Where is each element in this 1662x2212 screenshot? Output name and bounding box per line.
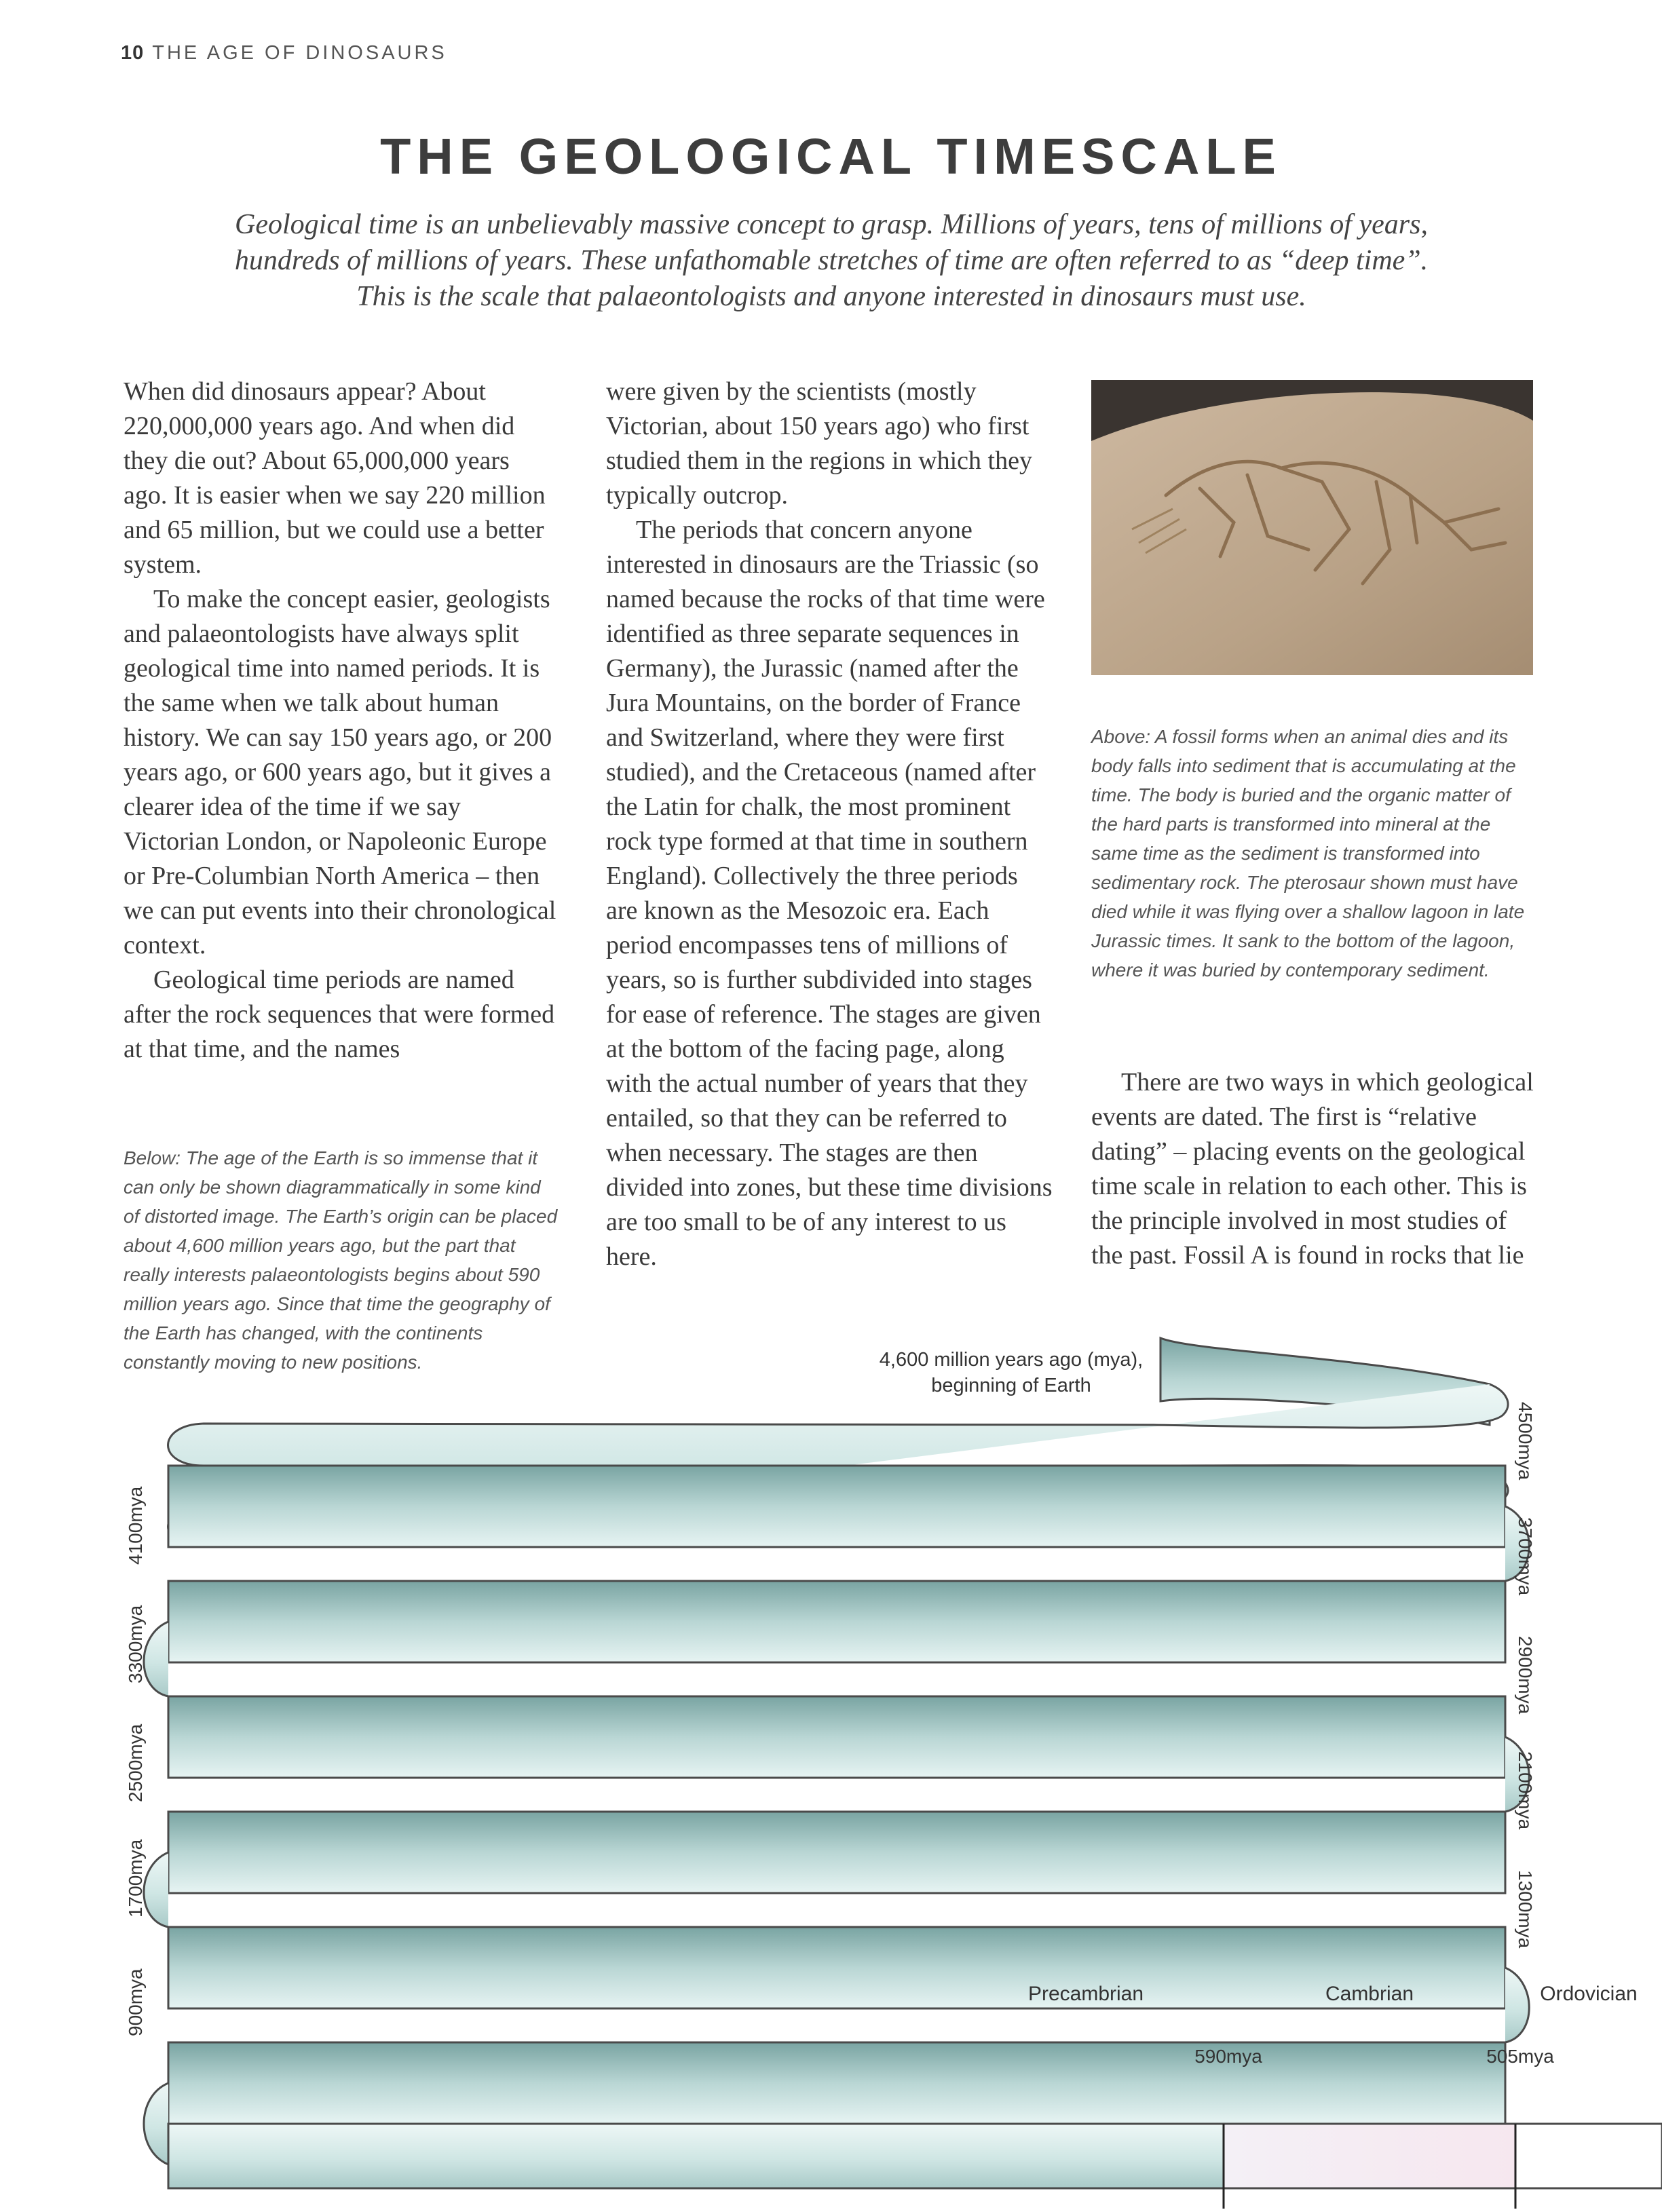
paragraph: To make the concept easier, geologists and palaeontologists have always split geological time into named periods. It is the same when we talk about human history. We can say 150 years ago, or 200 years ago, or 600 years ago, but it gives a clearer idea of the time if we say Victorian London, or Napoleonic Europe or Pre-Columbian North America – then we can put events into their chronological context. <box>124 585 556 959</box>
intro-text <box>156 207 1507 315</box>
text-column-3 <box>1091 1065 1539 1273</box>
start-label-line: 4,600 million years ago (mya), <box>879 1349 1144 1371</box>
left-axis-label: 3300mya <box>125 1605 146 1683</box>
paragraph: were given by the scientists (mostly Victorian, about 150 years ago) who first studied them in the regions in which they typically outcrop. <box>606 377 1032 510</box>
paragraph: When did dinosaurs appear? About 220,000,000 years ago. And when did they die out? About 65,000,000 years ago. It is easier when we say 220 million and 65 million, but we could use a better system. <box>124 377 546 579</box>
left-axis-label: 1700mya <box>125 1839 146 1918</box>
text-column-1 <box>124 375 558 1067</box>
diagram-start-label <box>869 1347 1154 1398</box>
boundary-label-590: 590mya <box>1194 2046 1262 2067</box>
photo-caption: Above: A fossil forms when an animal dies and its body falls into sediment that is accumulating at the time. The body is buried and the organic matter of the hard parts is transformed into mineral at the same time as the sediment is transformed into sedimentary rock. The pterosaur shown must have died while it was flying over a shallow lagoon in late Jurassic times. It sank to the bottom of the lagoon, where it was buried by contemporary sediment. <box>1091 726 1525 980</box>
pterosaur-fossil-photo <box>1091 380 1533 675</box>
right-axis-label: 2100mya <box>1515 1751 1536 1830</box>
intro-line: This is the scale that palaeontologists and anyone interested in dinosaurs must use. <box>356 281 1306 312</box>
paragraph: There are two ways in which geological events are dated. The first is “relative dating” – placing events on the geological time scale in relation to each other. This is the principle involved in most studies of the past. Fossil A is found in rocks that lie <box>1091 1068 1534 1270</box>
diagram-caption: Below: The age of the Earth is so immense that it can only be shown diagrammatically in some kind of distorted image. The Earth’s origin can be placed about 4,600 million years ago, but the part that really interests palaeontologists begins about 590 million years ago. Since that time the geography of the Earth has changed, with the continents constantly moving to new positions. <box>124 1147 558 1373</box>
running-header <box>121 42 447 64</box>
right-axis-label: 2900mya <box>1515 1636 1536 1715</box>
period-label-cambrian: Cambrian <box>1325 1983 1414 2005</box>
left-axis-label: 2500mya <box>125 1723 146 1802</box>
left-axis-label: 900mya <box>125 1968 146 2036</box>
right-axis-label: 1300mya <box>1515 1870 1536 1949</box>
page-title: THE GEOLOGICAL TIMESCALE <box>380 128 1282 185</box>
right-axis-label: 4500mya <box>1515 1402 1536 1481</box>
section-title: THE AGE OF DINOSAURS <box>152 42 447 64</box>
page-number: 10 <box>121 42 145 64</box>
intro-line: Geological time is an unbelievably massive concept to grasp. Millions of years, tens of millions of years, <box>235 209 1428 240</box>
right-axis-label: 3700mya <box>1515 1517 1536 1596</box>
left-axis-label: 4100mya <box>125 1486 146 1565</box>
text-column-2 <box>606 375 1054 1274</box>
boundary-label-505: 505mya <box>1486 2046 1554 2067</box>
intro-line: hundreds of millions of years. These unfathomable stretches of time are often referred to as “deep time”. <box>234 245 1429 276</box>
period-label-ordovician: Ordovician <box>1540 1983 1638 2005</box>
start-label-line: beginning of Earth <box>931 1375 1091 1396</box>
paragraph: Geological time periods are named after the rock sequences that were formed at that time, and the names <box>124 966 555 1063</box>
period-label-precambrian: Precambrian <box>1027 1983 1144 2005</box>
paragraph: The periods that concern anyone interested in dinosaurs are the Triassic (so named because the rocks of that time were identified as three separate sequences in Germany), the Jurassic (named after the Jura Mountains, on the border of France and Switzerland, where they were first studied), and the Cretaceous (named after the Latin for chalk, the most prominent rock type formed at that time in southern England). Collectively the three periods are known as the Mesozoic era. Each period encompasses tens of millions of years, so is further subdivided into stages for ease of reference. The stages are given at the bottom of the facing page, along with the actual number of years that they entailed, so that they can be referred to when necessary. The stages are then divided into zones, but these time divisions are too small to be of any interest to us here. <box>606 516 1053 1271</box>
timescale-ribbon-diagram <box>0 1323 1662 2209</box>
